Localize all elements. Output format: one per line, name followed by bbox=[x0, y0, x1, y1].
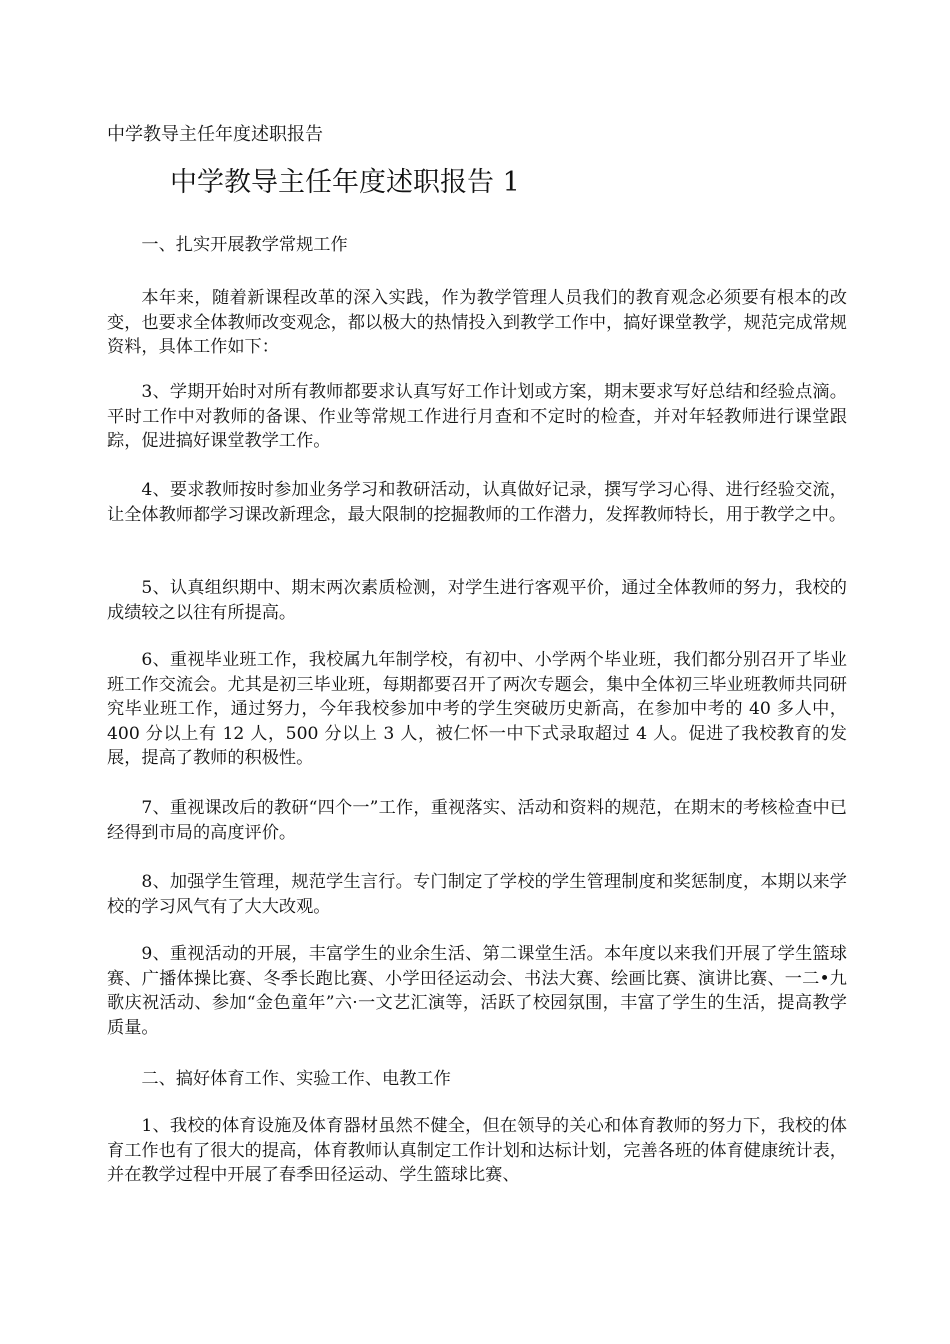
paragraph: 5、认真组织期中、期末两次素质检测，对学生进行客观平价，通过全体教师的努力，我校的成绩较之以往有所提高。 bbox=[107, 578, 847, 623]
paragraph: 1、我校的体育设施及体育器材虽然不健全，但在领导的关心和体育教师的努力下，我校的体育工作也有了很大的提高，体育教师认真制定工作计划和达标计划，完善各班的体育健康统计表，并在教学过程中开展了春季田径运动、学生篮球比赛、 bbox=[107, 1116, 847, 1185]
paragraph: 6、重视毕业班工作，我校属九年制学校，有初中、小学两个毕业班，我们都分别召开了毕业班工作交流会。尤其是初三毕业班，每期都要召开了两次专题会，集中全体初三毕业班教师共同研究毕业班工作，通过努力，今年我校参加中考的学生突破历史新高，在参加中考的 40 多人中，400 分以上有 12 人，500 分以上 3 人，被仁怀一中下式录取超过 4 人。促进了我校教育的发展，提高了教师的积极性。 bbox=[107, 650, 847, 768]
paragraph: 9、重视活动的开展，丰富学生的业余生活、第二课堂生活。本年度以来我们开展了学生篮球赛、广播体操比赛、冬季长跑比赛、小学田径运动会、书法大赛、绘画比赛、演讲比赛、一二•九歌庆祝活动、参加“金色童年”六·一文艺汇演等，活跃了校园氛围，丰富了学生的生活，提高教学质量。 bbox=[107, 944, 847, 1038]
section-heading: 二、搞好体育工作、实验工作、电教工作 bbox=[141, 1069, 451, 1089]
section-heading: 一、扎实开展教学常规工作 bbox=[141, 235, 348, 255]
paragraph: 3、学期开始时对所有教师都要求认真写好工作计划或方案，期末要求写好总结和经验点滴。平时工作中对教师的备课、作业等常规工作进行月查和不定时的检查，并对年轻教师进行课堂跟踪，促进搞好课堂教学工作。 bbox=[107, 382, 847, 451]
paragraph: 4、要求教师按时参加业务学习和教研活动，认真做好记录，撰写学习心得、进行经验交流，让全体教师都学习课改新理念，最大限制的挖掘教师的工作潜力，发挥教师特长，用于教学之中。 bbox=[107, 480, 847, 525]
document-header: 中学教导主任年度述职报告 bbox=[107, 124, 323, 145]
paragraph: 本年来，随着新课程改革的深入实践，作为教学管理人员我们的教育观念必须要有根本的改变，也要求全体教师改变观念，都以极大的热情投入到教学工作中，搞好课堂教学，规范完成常规资料，具体工作如下： bbox=[107, 288, 847, 357]
paragraph: 7、重视课改后的教研“四个一”工作，重视落实、活动和资料的规范，在期末的考核检查中已经得到市局的高度评价。 bbox=[107, 798, 847, 843]
paragraph: 8、加强学生管理，规范学生言行。专门制定了学校的学生管理制度和奖惩制度，本期以来学校的学习风气有了大大改观。 bbox=[107, 872, 847, 917]
document-title: 中学教导主任年度述职报告 1 bbox=[170, 167, 520, 198]
